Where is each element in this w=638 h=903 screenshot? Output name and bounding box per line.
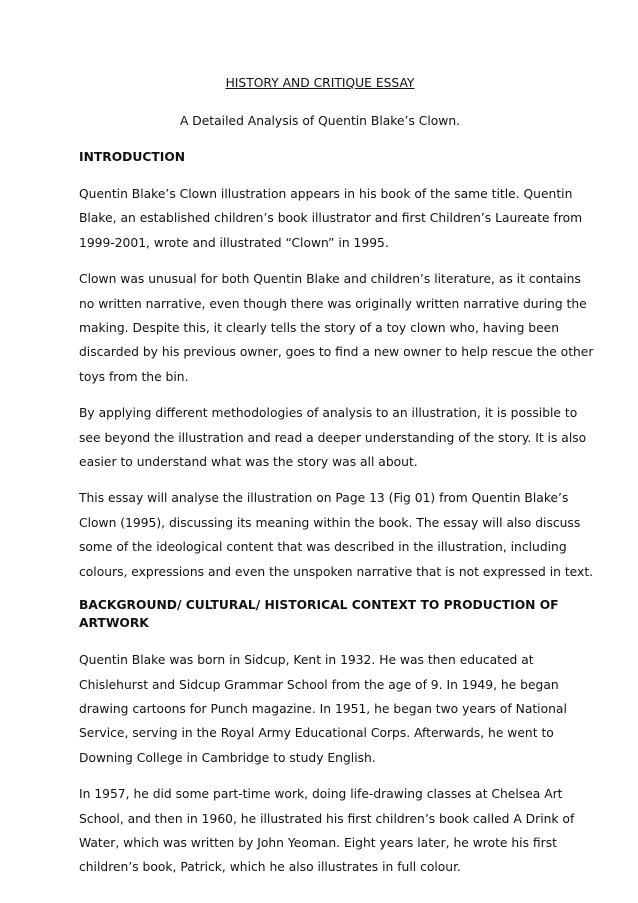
paragraph (79, 782, 575, 880)
text-line: Downing College in Cambridge to study English. (79, 750, 376, 765)
text-line: easier to understand what was the story was all about. (79, 455, 418, 470)
text-line: Clown (1995), discussing its meaning within the book. The essay will also discuss (79, 515, 581, 530)
document-subtitle: A Detailed Analysis of Quentin Blake’s Clown. (179, 114, 461, 128)
document-content (79, 74, 594, 892)
text-line: By applying different methodologies of analysis to an illustration, it is possible to (79, 406, 578, 421)
document-title: HISTORY AND CRITIQUE ESSAY (225, 76, 415, 90)
text-line: Service, serving in the Royal Army Educational Corps. Afterwards, he went to (79, 726, 554, 741)
text-line: Quentin Blake’s Clown illustration appears in his book of the same title. Quentin (79, 187, 573, 201)
text-line: see beyond the illustration and read a deeper understanding of the story. It is also (79, 430, 587, 445)
text-line: drawing cartoons for Punch magazine. In 1951, he began two years of National (79, 701, 567, 716)
text-line: discarded by his previous owner, goes to find a new owner to help rescue the other (79, 345, 594, 360)
text-line: colours, expressions and even the unspoken narrative that is not expressed in text. (79, 564, 594, 579)
text-line: Water, which was written by John Yeoman. Eight years later, he wrote his first (79, 835, 557, 850)
paragraph (79, 648, 567, 770)
text-line: This essay will analyse the illustration on Page 13 (Fig 01) from Quentin Blake’s (79, 491, 569, 506)
text-line: Chislehurst and Sidcup Grammar School from the age of 9. In 1949, he began (79, 677, 559, 692)
section-heading-background: BACKGROUND/ CULTURAL/ HISTORICAL CONTEXT TO PRODUCTION OF ARTWORK (79, 598, 559, 631)
section-heading-introduction: INTRODUCTION (79, 150, 186, 164)
text-line: Blake, an established children’s book illustrator and first Children’s Laureate from (79, 211, 583, 226)
paragraph (79, 182, 583, 255)
text-line: making. Despite this, it clearly tells the story of a toy clown who, having been (79, 321, 560, 336)
text-line: children’s book, Patrick, which he also illustrates in full colour. (79, 860, 461, 875)
text-line: some of the ideological content that was described in the illustration, including (79, 540, 567, 555)
text-line: no written narrative, even though there was originally written narrative during the (79, 296, 587, 311)
paragraph (79, 486, 594, 584)
text-line: Quentin Blake was born in Sidcup, Kent in 1932. He was then educated at (79, 653, 534, 668)
text-line: toys from the bin. (79, 369, 189, 384)
paragraph (79, 401, 587, 474)
text-line: Clown was unusual for both Quentin Blake and children’s literature, as it contains (79, 272, 581, 287)
paragraph (79, 267, 594, 389)
text-line: 1999-2001, wrote and illustrated “Clown” in 1995. (79, 235, 389, 250)
text-line: In 1957, he did some part-time work, doing life-drawing classes at Chelsea Art (79, 787, 563, 802)
text-line: School, and then in 1960, he illustrated his first children’s book called A Drink of (79, 811, 575, 826)
